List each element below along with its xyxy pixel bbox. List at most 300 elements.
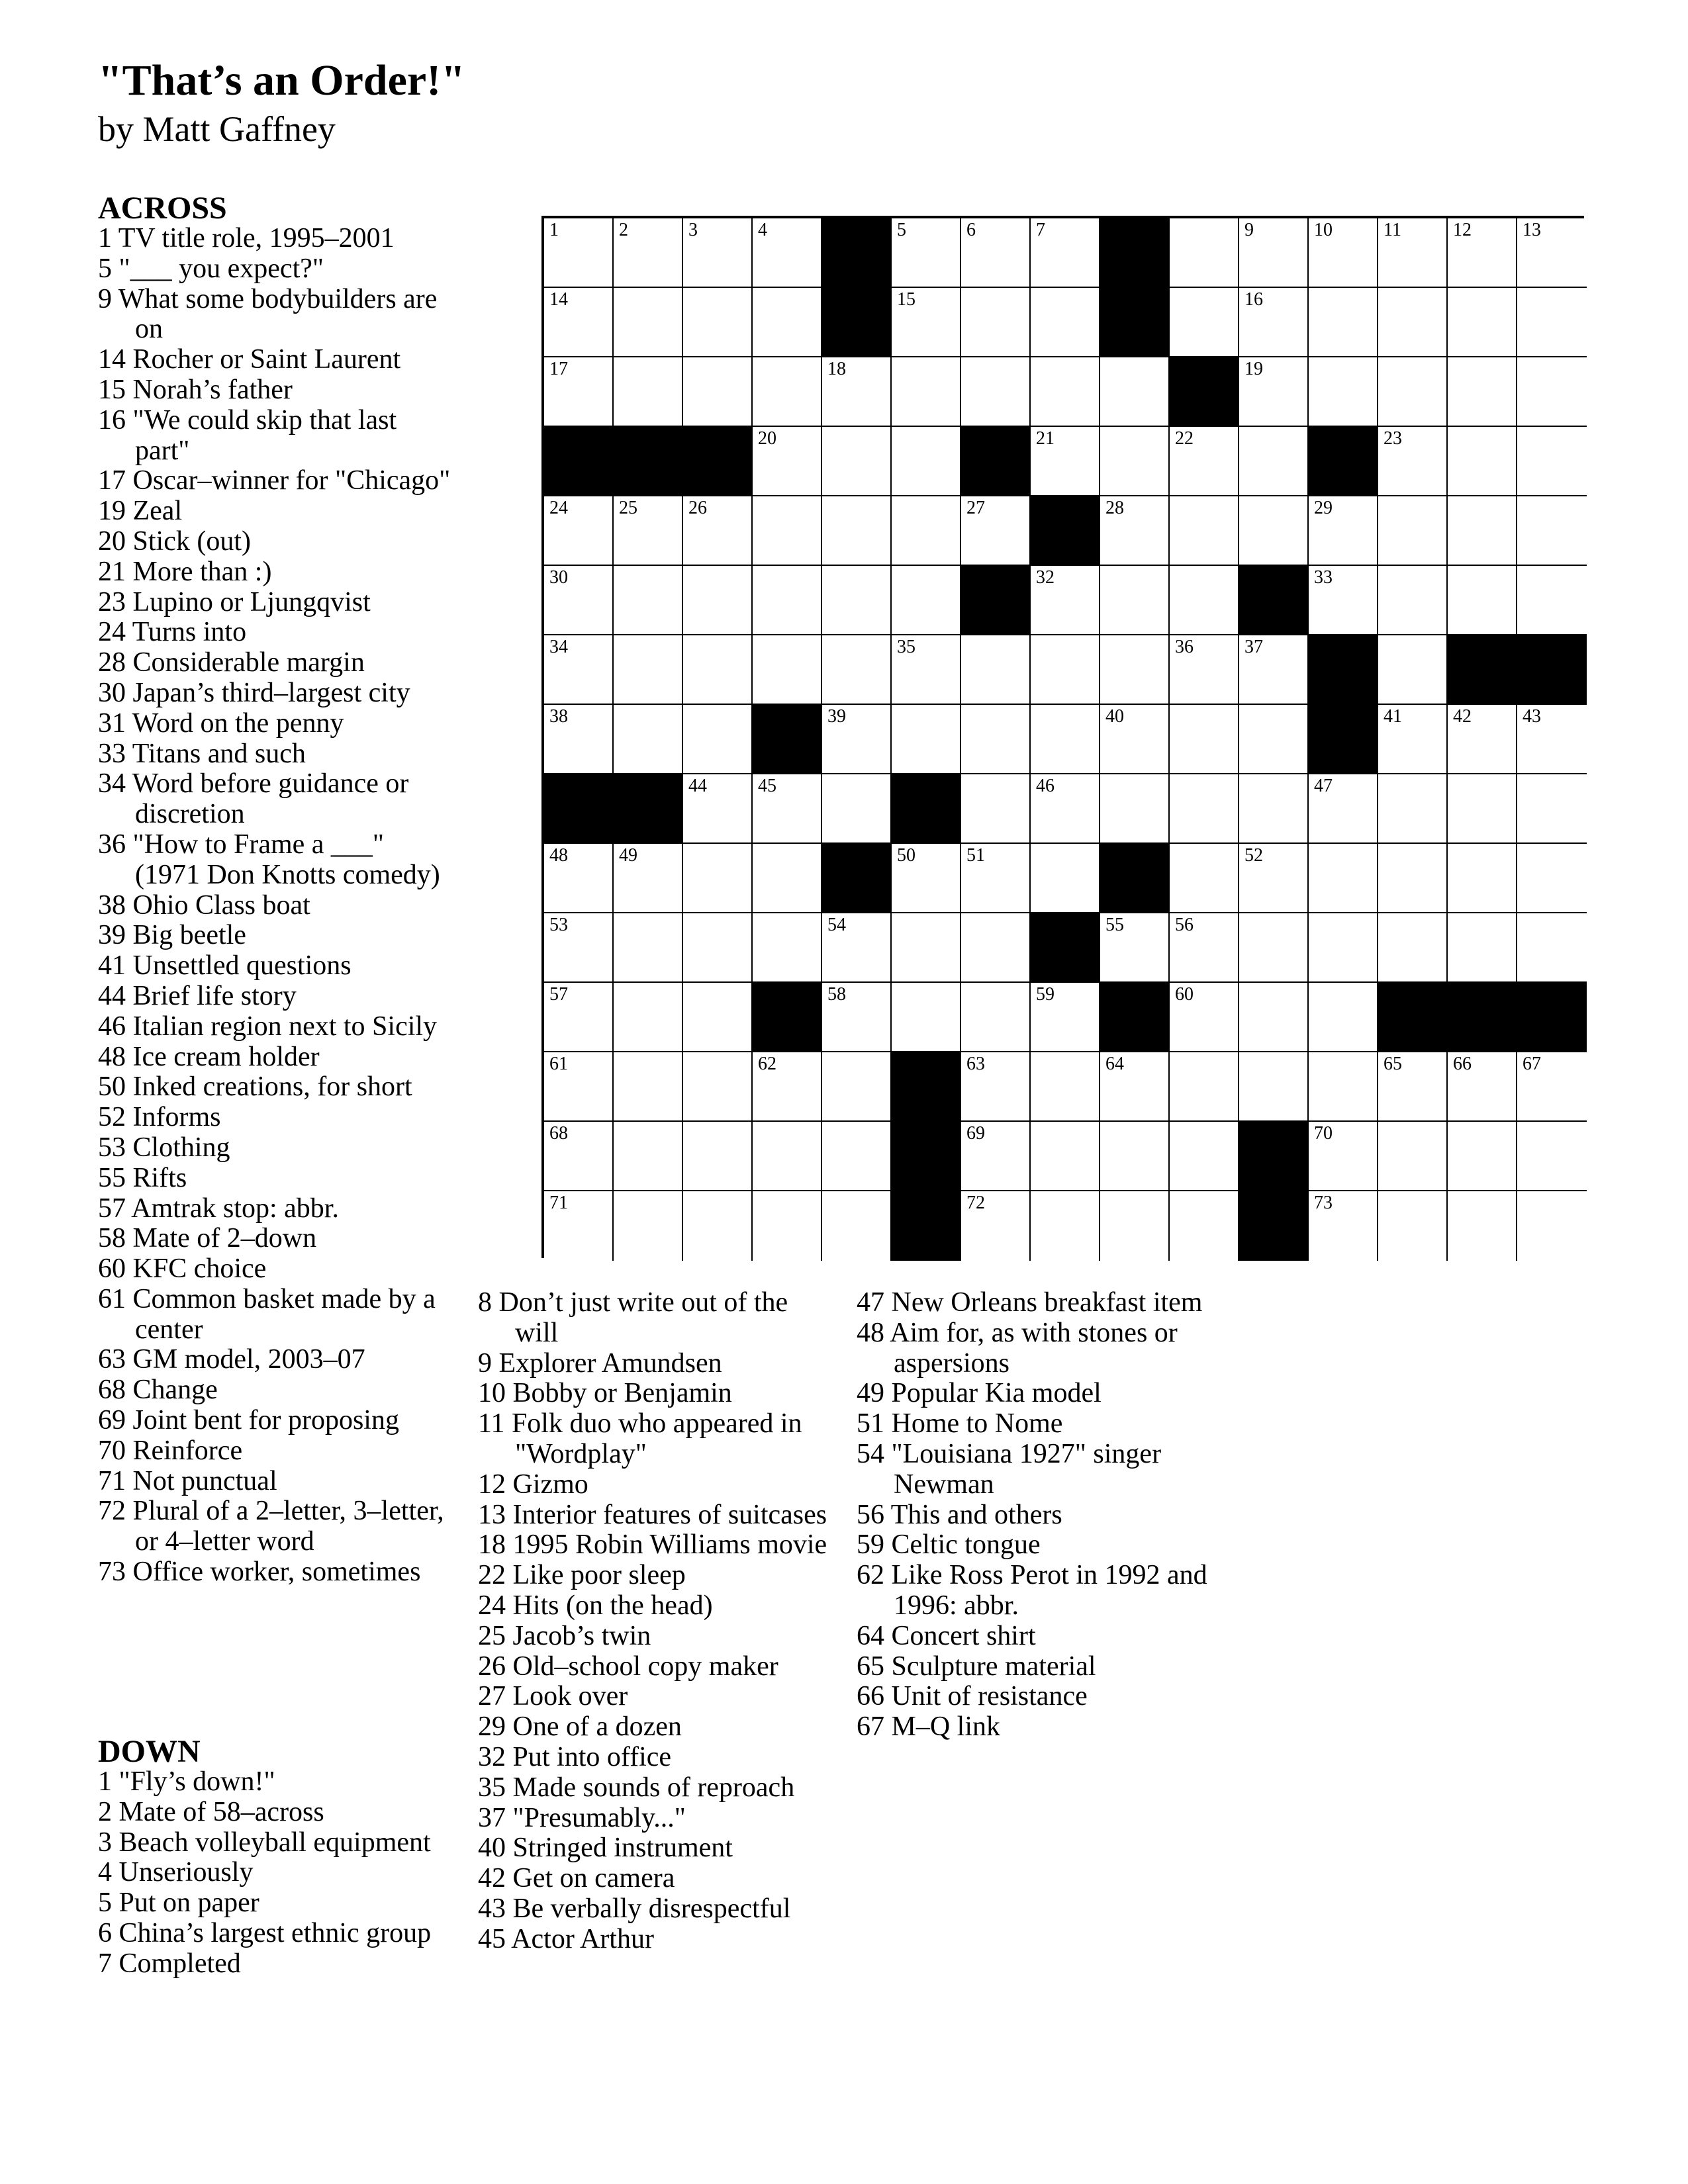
grid-cell[interactable] bbox=[1031, 1052, 1100, 1122]
clue-number: 38 bbox=[549, 706, 568, 727]
clue-number: 17 bbox=[549, 359, 568, 379]
black-square bbox=[1448, 983, 1517, 1052]
black-square bbox=[1239, 1122, 1309, 1191]
grid-cell[interactable] bbox=[1309, 1052, 1378, 1122]
clue-number: 25 bbox=[619, 498, 637, 518]
clue-item: 57 Amtrak stop: abbr. bbox=[98, 1193, 339, 1224]
clue-item: 11 Folk duo who appeared in "Wordplay" bbox=[478, 1408, 802, 1469]
grid-cell[interactable] bbox=[822, 496, 892, 566]
clue-number: 52 bbox=[1244, 845, 1263, 866]
grid-cell[interactable] bbox=[683, 496, 753, 566]
clue-number: 58 bbox=[827, 984, 846, 1005]
grid-cell[interactable] bbox=[1100, 635, 1170, 705]
grid-cell[interactable] bbox=[1378, 1122, 1448, 1191]
grid-cell[interactable] bbox=[1170, 844, 1239, 913]
grid-cell[interactable] bbox=[1448, 705, 1517, 774]
grid-cell[interactable] bbox=[961, 218, 1031, 288]
grid-cell[interactable] bbox=[753, 566, 822, 635]
clue-item: 35 Made sounds of reproach bbox=[478, 1772, 795, 1803]
grid-cell[interactable] bbox=[822, 1122, 892, 1191]
grid-cell[interactable] bbox=[1239, 427, 1309, 496]
clue-item: 37 "Presumably..." bbox=[478, 1802, 686, 1833]
grid-cell[interactable] bbox=[753, 496, 822, 566]
grid-cell[interactable] bbox=[1239, 218, 1309, 288]
grid-cell[interactable] bbox=[1378, 774, 1448, 844]
grid-cell[interactable] bbox=[892, 288, 961, 357]
clue-item: 20 Stick (out) bbox=[98, 525, 251, 557]
clue-number: 49 bbox=[619, 845, 637, 866]
clue-number: 43 bbox=[1523, 706, 1541, 727]
grid-cell[interactable] bbox=[544, 566, 614, 635]
clue-item: 61 Common basket made by a center bbox=[98, 1283, 436, 1345]
clue-item: 59 Celtic tongue bbox=[857, 1529, 1041, 1561]
black-square bbox=[892, 1122, 961, 1191]
clue-number: 4 bbox=[758, 220, 767, 240]
grid-cell[interactable] bbox=[1100, 496, 1170, 566]
clue-number: 46 bbox=[1036, 776, 1055, 796]
grid-cell[interactable] bbox=[544, 913, 614, 983]
grid-cell[interactable] bbox=[614, 705, 683, 774]
grid-cell[interactable] bbox=[1100, 566, 1170, 635]
grid-cell[interactable] bbox=[1239, 913, 1309, 983]
grid-cell[interactable] bbox=[753, 357, 822, 427]
clue-number: 19 bbox=[1244, 359, 1263, 379]
black-square bbox=[961, 566, 1031, 635]
clue-item: 72 Plural of a 2–letter, 3–letter, or 4–letter word bbox=[98, 1496, 444, 1557]
grid-cell[interactable] bbox=[1517, 218, 1587, 288]
grid-cell[interactable] bbox=[753, 1191, 822, 1261]
grid-cell[interactable] bbox=[544, 983, 614, 1052]
black-square bbox=[1517, 635, 1587, 705]
clue-number: 12 bbox=[1453, 220, 1472, 240]
grid-cell[interactable] bbox=[544, 357, 614, 427]
grid-cell[interactable] bbox=[753, 844, 822, 913]
clue-item: 45 Actor Arthur bbox=[478, 1923, 654, 1954]
grid-cell[interactable] bbox=[1309, 218, 1378, 288]
black-square bbox=[1309, 705, 1378, 774]
black-square bbox=[1239, 1191, 1309, 1261]
clue-item: 29 One of a dozen bbox=[478, 1711, 682, 1743]
grid-cell[interactable] bbox=[1309, 913, 1378, 983]
grid-cell[interactable] bbox=[1309, 844, 1378, 913]
black-square bbox=[1100, 288, 1170, 357]
grid-cell[interactable] bbox=[1239, 983, 1309, 1052]
grid-cell[interactable] bbox=[1170, 913, 1239, 983]
grid-cell[interactable] bbox=[1170, 1191, 1239, 1261]
clue-item: 31 Word on the penny bbox=[98, 707, 344, 739]
grid-cell[interactable] bbox=[1031, 774, 1100, 844]
clue-number: 53 bbox=[549, 915, 568, 935]
clue-item: 54 "Louisiana 1927" singer Newman bbox=[857, 1438, 1162, 1500]
grid-cell[interactable] bbox=[614, 1052, 683, 1122]
grid-cell[interactable] bbox=[961, 635, 1031, 705]
grid-cell[interactable] bbox=[753, 635, 822, 705]
grid-cell[interactable] bbox=[1517, 1191, 1587, 1261]
grid-cell[interactable] bbox=[1100, 1122, 1170, 1191]
clue-item: 44 Brief life story bbox=[98, 980, 297, 1011]
grid-cell[interactable] bbox=[1378, 705, 1448, 774]
grid-cell[interactable] bbox=[961, 774, 1031, 844]
grid-cell[interactable] bbox=[1378, 1052, 1448, 1122]
grid-cell[interactable] bbox=[683, 635, 753, 705]
grid-cell[interactable] bbox=[1448, 1122, 1517, 1191]
down-clue-list-2 bbox=[478, 1288, 835, 1955]
grid-cell[interactable] bbox=[1517, 357, 1587, 427]
clue-number: 28 bbox=[1105, 498, 1124, 518]
grid-cell[interactable] bbox=[892, 844, 961, 913]
grid-cell[interactable] bbox=[1031, 1122, 1100, 1191]
grid-cell[interactable] bbox=[892, 983, 961, 1052]
grid-cell[interactable] bbox=[1031, 635, 1100, 705]
grid-cell[interactable] bbox=[1100, 1052, 1170, 1122]
grid-cell[interactable] bbox=[1239, 844, 1309, 913]
grid-cell[interactable] bbox=[683, 844, 753, 913]
black-square bbox=[753, 983, 822, 1052]
grid-cell[interactable] bbox=[753, 1052, 822, 1122]
grid-cell[interactable] bbox=[1170, 288, 1239, 357]
clue-item: 4 Unseriously bbox=[98, 1857, 254, 1888]
grid-cell[interactable] bbox=[614, 496, 683, 566]
grid-cell[interactable] bbox=[1448, 844, 1517, 913]
grid-cell[interactable] bbox=[1239, 357, 1309, 427]
clue-item: 1 "Fly’s down!" bbox=[98, 1766, 275, 1797]
clue-item: 19 Zeal bbox=[98, 496, 183, 527]
grid-cell[interactable] bbox=[544, 218, 614, 288]
grid-cell[interactable] bbox=[1517, 566, 1587, 635]
clue-number: 69 bbox=[966, 1123, 985, 1144]
clue-number: 54 bbox=[827, 915, 846, 935]
clue-item: 32 Put into office bbox=[478, 1741, 672, 1772]
grid-cell[interactable] bbox=[753, 1122, 822, 1191]
grid-cell[interactable] bbox=[1100, 427, 1170, 496]
grid-cell[interactable] bbox=[892, 218, 961, 288]
grid-cell[interactable] bbox=[822, 1052, 892, 1122]
clue-item: 58 Mate of 2–down bbox=[98, 1223, 317, 1254]
grid-cell[interactable] bbox=[1170, 635, 1239, 705]
clue-item: 43 Be verbally disrespectful bbox=[478, 1893, 791, 1924]
grid-cell[interactable] bbox=[544, 288, 614, 357]
black-square bbox=[1031, 913, 1100, 983]
clue-number: 65 bbox=[1383, 1054, 1402, 1074]
grid-cell[interactable] bbox=[753, 774, 822, 844]
clue-number: 34 bbox=[549, 637, 568, 657]
grid-cell[interactable] bbox=[1448, 218, 1517, 288]
grid-cell[interactable] bbox=[1031, 427, 1100, 496]
grid-cell[interactable] bbox=[1448, 1052, 1517, 1122]
grid-cell[interactable] bbox=[1378, 913, 1448, 983]
grid-cell[interactable] bbox=[1100, 705, 1170, 774]
grid-cell[interactable] bbox=[1309, 357, 1378, 427]
clue-number: 14 bbox=[549, 289, 568, 310]
grid-cell[interactable] bbox=[961, 496, 1031, 566]
clue-number: 2 bbox=[619, 220, 628, 240]
clue-number: 5 bbox=[897, 220, 906, 240]
grid-cell[interactable] bbox=[892, 427, 961, 496]
grid-cell[interactable] bbox=[544, 1122, 614, 1191]
grid-cell[interactable] bbox=[1309, 774, 1378, 844]
grid-cell[interactable] bbox=[961, 1052, 1031, 1122]
clue-item: 41 Unsettled questions bbox=[98, 950, 352, 981]
black-square bbox=[1170, 357, 1239, 427]
clue-item: 30 Japan’s third–largest city bbox=[98, 677, 410, 708]
grid-cell[interactable] bbox=[683, 705, 753, 774]
clue-item: 15 Norah’s father bbox=[98, 374, 293, 405]
black-square bbox=[544, 774, 614, 844]
grid-cell[interactable] bbox=[1239, 705, 1309, 774]
grid-cell[interactable] bbox=[961, 357, 1031, 427]
grid-cell[interactable] bbox=[544, 496, 614, 566]
grid-cell[interactable] bbox=[961, 913, 1031, 983]
clue-item: 47 New Orleans breakfast item bbox=[857, 1287, 1203, 1318]
grid-cell[interactable] bbox=[892, 705, 961, 774]
grid-cell[interactable] bbox=[683, 913, 753, 983]
grid-cell[interactable] bbox=[1448, 566, 1517, 635]
grid-cell[interactable] bbox=[1378, 566, 1448, 635]
grid-cell[interactable] bbox=[614, 635, 683, 705]
grid-cell[interactable] bbox=[614, 983, 683, 1052]
black-square bbox=[1100, 844, 1170, 913]
clue-number: 32 bbox=[1036, 567, 1055, 588]
grid-cell[interactable] bbox=[961, 983, 1031, 1052]
grid-cell[interactable] bbox=[961, 705, 1031, 774]
grid-cell[interactable] bbox=[1170, 427, 1239, 496]
grid-cell[interactable] bbox=[683, 983, 753, 1052]
black-square bbox=[614, 427, 683, 496]
grid-cell[interactable] bbox=[822, 427, 892, 496]
clue-item: 24 Turns into bbox=[98, 617, 247, 648]
grid-cell[interactable] bbox=[1170, 774, 1239, 844]
grid-cell[interactable] bbox=[1517, 1052, 1587, 1122]
grid-cell[interactable] bbox=[1031, 357, 1100, 427]
clue-number: 11 bbox=[1383, 220, 1401, 240]
grid-cell[interactable] bbox=[892, 913, 961, 983]
grid-cell[interactable] bbox=[614, 357, 683, 427]
grid-cell[interactable] bbox=[1517, 1122, 1587, 1191]
clue-number: 15 bbox=[897, 289, 915, 310]
clue-number: 24 bbox=[549, 498, 568, 518]
grid-cell[interactable] bbox=[1170, 218, 1239, 288]
grid-cell[interactable] bbox=[1448, 1191, 1517, 1261]
grid-cell[interactable] bbox=[1309, 288, 1378, 357]
clue-item: 12 Gizmo bbox=[478, 1469, 588, 1500]
grid-cell[interactable] bbox=[822, 983, 892, 1052]
grid-cell[interactable] bbox=[683, 1122, 753, 1191]
clue-number: 27 bbox=[966, 498, 985, 518]
grid-cell[interactable] bbox=[961, 288, 1031, 357]
grid-cell[interactable] bbox=[614, 566, 683, 635]
grid-cell[interactable] bbox=[683, 774, 753, 844]
crossword-grid bbox=[541, 216, 1584, 1258]
grid-cell[interactable] bbox=[1378, 496, 1448, 566]
clue-number: 64 bbox=[1105, 1054, 1124, 1074]
grid-cell[interactable] bbox=[614, 218, 683, 288]
grid-cell[interactable] bbox=[1448, 496, 1517, 566]
grid-cell[interactable] bbox=[1031, 705, 1100, 774]
grid-cell[interactable] bbox=[1378, 427, 1448, 496]
grid-cell[interactable] bbox=[1378, 635, 1448, 705]
grid-cell[interactable] bbox=[614, 1191, 683, 1261]
clue-item: 42 Get on camera bbox=[478, 1863, 675, 1894]
grid-cell[interactable] bbox=[1309, 1122, 1378, 1191]
grid-cell[interactable] bbox=[1517, 913, 1587, 983]
grid-cell[interactable] bbox=[1517, 496, 1587, 566]
grid-cell[interactable] bbox=[1448, 357, 1517, 427]
grid-cell[interactable] bbox=[1517, 774, 1587, 844]
black-square bbox=[614, 774, 683, 844]
grid-cell[interactable] bbox=[544, 1191, 614, 1261]
grid-cell[interactable] bbox=[1448, 427, 1517, 496]
clue-number: 6 bbox=[966, 220, 976, 240]
grid-cell[interactable] bbox=[1100, 1191, 1170, 1261]
black-square bbox=[1031, 496, 1100, 566]
clue-number: 67 bbox=[1523, 1054, 1541, 1074]
grid-cell[interactable] bbox=[1517, 844, 1587, 913]
clue-item: 3 Beach volleyball equipment bbox=[98, 1827, 431, 1858]
grid-cell[interactable] bbox=[1100, 357, 1170, 427]
clue-item: 49 Popular Kia model bbox=[857, 1378, 1102, 1409]
clue-item: 9 What some bodybuilders are on bbox=[98, 283, 438, 345]
grid-cell[interactable] bbox=[1239, 288, 1309, 357]
grid-cell[interactable] bbox=[961, 1191, 1031, 1261]
grid-cell[interactable] bbox=[683, 357, 753, 427]
grid-cell[interactable] bbox=[753, 427, 822, 496]
clue-item: 6 China’s largest ethnic group bbox=[98, 1917, 432, 1948]
grid-cell[interactable] bbox=[1100, 913, 1170, 983]
clue-number: 23 bbox=[1383, 428, 1402, 449]
clue-item: 21 More than :) bbox=[98, 556, 272, 587]
black-square bbox=[822, 288, 892, 357]
grid-cell[interactable] bbox=[822, 635, 892, 705]
grid-cell[interactable] bbox=[1100, 774, 1170, 844]
clue-number: 73 bbox=[1314, 1193, 1333, 1213]
grid-cell[interactable] bbox=[1239, 635, 1309, 705]
clue-number: 57 bbox=[549, 984, 568, 1005]
grid-cell[interactable] bbox=[683, 1052, 753, 1122]
grid-cell[interactable] bbox=[683, 566, 753, 635]
grid-cell[interactable] bbox=[1031, 983, 1100, 1052]
grid-cell[interactable] bbox=[822, 1191, 892, 1261]
clue-number: 16 bbox=[1244, 289, 1263, 310]
grid-cell[interactable] bbox=[892, 566, 961, 635]
clue-number: 55 bbox=[1105, 915, 1124, 935]
grid-cell[interactable] bbox=[544, 844, 614, 913]
clue-number: 30 bbox=[549, 567, 568, 588]
black-square bbox=[1100, 983, 1170, 1052]
clue-number: 56 bbox=[1175, 915, 1194, 935]
grid-cell[interactable] bbox=[1239, 496, 1309, 566]
grid-cell[interactable] bbox=[961, 844, 1031, 913]
grid-cell[interactable] bbox=[1448, 774, 1517, 844]
grid-cell[interactable] bbox=[1378, 844, 1448, 913]
clue-item: 67 M–Q link bbox=[857, 1711, 1001, 1743]
grid-cell[interactable] bbox=[1517, 288, 1587, 357]
grid-cell[interactable] bbox=[614, 913, 683, 983]
grid-cell[interactable] bbox=[683, 1191, 753, 1261]
grid-cell[interactable] bbox=[683, 288, 753, 357]
grid-cell[interactable] bbox=[1170, 705, 1239, 774]
grid-cell[interactable] bbox=[614, 844, 683, 913]
grid-cell[interactable] bbox=[1170, 566, 1239, 635]
clue-item: 22 Like poor sleep bbox=[478, 1560, 686, 1591]
black-square bbox=[1448, 635, 1517, 705]
clue-number: 22 bbox=[1175, 428, 1194, 449]
grid-cell[interactable] bbox=[892, 635, 961, 705]
grid-cell[interactable] bbox=[1031, 218, 1100, 288]
grid-cell[interactable] bbox=[544, 635, 614, 705]
grid-cell[interactable] bbox=[1309, 496, 1378, 566]
grid-cell[interactable] bbox=[1170, 1122, 1239, 1191]
grid-cell[interactable] bbox=[614, 288, 683, 357]
grid-cell[interactable] bbox=[1031, 1191, 1100, 1261]
grid-cell[interactable] bbox=[1378, 1191, 1448, 1261]
grid-cell[interactable] bbox=[1378, 218, 1448, 288]
grid-cell[interactable] bbox=[1309, 566, 1378, 635]
grid-cell[interactable] bbox=[892, 496, 961, 566]
grid-cell[interactable] bbox=[1170, 1052, 1239, 1122]
black-square bbox=[892, 1052, 961, 1122]
clue-item: 46 Italian region next to Sicily bbox=[98, 1011, 438, 1042]
clue-item: 28 Considerable margin bbox=[98, 647, 365, 678]
grid-cell[interactable] bbox=[822, 705, 892, 774]
clue-item: 70 Reinforce bbox=[98, 1435, 243, 1466]
clue-item: 60 KFC choice bbox=[98, 1253, 267, 1285]
clue-number: 18 bbox=[827, 359, 846, 379]
clue-number: 45 bbox=[758, 776, 776, 796]
grid-cell[interactable] bbox=[1448, 288, 1517, 357]
grid-cell[interactable] bbox=[544, 705, 614, 774]
across-clue-list bbox=[98, 224, 455, 1588]
grid-cell[interactable] bbox=[1031, 844, 1100, 913]
grid-cell[interactable] bbox=[1031, 288, 1100, 357]
grid-cell[interactable] bbox=[822, 774, 892, 844]
black-square bbox=[544, 427, 614, 496]
grid-cell[interactable] bbox=[961, 1122, 1031, 1191]
grid-cell[interactable] bbox=[683, 218, 753, 288]
clue-number: 7 bbox=[1036, 220, 1045, 240]
clue-item: 16 "We could skip that last part" bbox=[98, 404, 397, 466]
across-heading: ACROSS bbox=[98, 191, 227, 226]
clue-number: 71 bbox=[549, 1193, 568, 1213]
grid-cell[interactable] bbox=[753, 913, 822, 983]
clue-item: 50 Inked creations, for short bbox=[98, 1071, 412, 1103]
grid-cell[interactable] bbox=[892, 357, 961, 427]
clue-number: 72 bbox=[966, 1193, 985, 1213]
grid-cell[interactable] bbox=[614, 1122, 683, 1191]
black-square bbox=[1517, 983, 1587, 1052]
clue-item: 40 Stringed instrument bbox=[478, 1833, 733, 1864]
clue-number: 13 bbox=[1523, 220, 1541, 240]
grid-cell[interactable] bbox=[1517, 427, 1587, 496]
clue-item: 10 Bobby or Benjamin bbox=[478, 1378, 732, 1409]
grid-cell[interactable] bbox=[822, 566, 892, 635]
grid-cell[interactable] bbox=[1448, 913, 1517, 983]
grid-cell[interactable] bbox=[753, 288, 822, 357]
grid-cell[interactable] bbox=[822, 357, 892, 427]
grid-cell[interactable] bbox=[1031, 566, 1100, 635]
grid-cell[interactable] bbox=[753, 218, 822, 288]
grid-cell[interactable] bbox=[1239, 1052, 1309, 1122]
grid-cell[interactable] bbox=[1309, 1191, 1378, 1261]
grid-cell[interactable] bbox=[1378, 357, 1448, 427]
grid-cell[interactable] bbox=[1170, 983, 1239, 1052]
grid-cell[interactable] bbox=[822, 913, 892, 983]
grid-cell[interactable] bbox=[544, 1052, 614, 1122]
grid-cell[interactable] bbox=[1517, 705, 1587, 774]
grid-cell[interactable] bbox=[1239, 774, 1309, 844]
grid-cell[interactable] bbox=[1309, 983, 1378, 1052]
grid-cell[interactable] bbox=[1170, 496, 1239, 566]
grid-cell[interactable] bbox=[1378, 288, 1448, 357]
